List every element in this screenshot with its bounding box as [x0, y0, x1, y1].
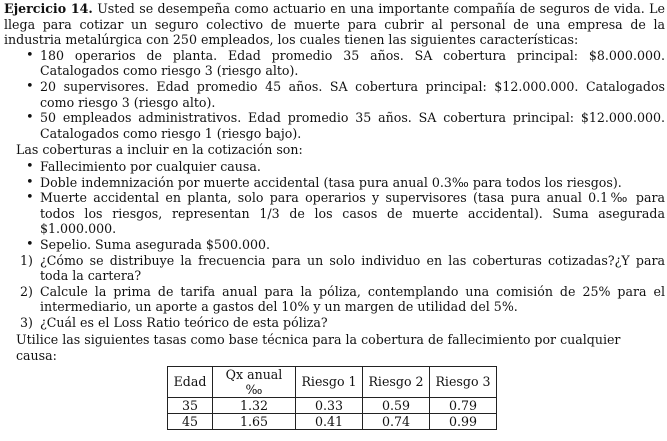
header-riesgo-2: Riesgo 2: [363, 366, 430, 397]
question-text: ¿Cómo se distribuye la frecuencia para un solo individuo en las coberturas cotizadas?¿Y para toda la cartera?: [40, 252, 665, 284]
question-number: 2): [20, 283, 33, 299]
questions-list: [4, 253, 665, 331]
employee-group-item: • 20 supervisores. Edad promedio 45 años. SA cobertura principal: $12.000.000. Catalogados como riesgo 3 (riesgo alto).: [40, 79, 665, 110]
cell-riesgo-1: 0.41: [296, 413, 363, 429]
cell-riesgo-1: 0.33: [296, 397, 363, 413]
employee-groups-list: [4, 48, 665, 142]
coverage-item: • Muerte accidental en planta, solo para operarios y supervisores (tasa pura anual 0.1‰ para todos los riesgos, representan 1/3 de los casos de muerte accidental). Suma asegurada $1.000.000.: [40, 190, 665, 237]
exercise-title: Ejercicio 14.: [4, 1, 93, 16]
table-row: [168, 413, 497, 429]
coverages-list: [4, 159, 665, 253]
exercise-intro: [4, 1, 665, 48]
exercise-page: [4, 1, 665, 430]
table-intro: Utilice las siguientes tasas como base técnica para la cobertura de fallecimiento por cualquier causa:: [16, 332, 621, 364]
cell-riesgo-3: 0.99: [430, 413, 497, 429]
cell-riesgo-2: 0.74: [363, 413, 430, 429]
cell-qx: 1.32: [213, 397, 296, 413]
question-text: ¿Cuál es el Loss Ratio teórico de esta póliza?: [40, 314, 328, 330]
question-item: [20, 252, 665, 284]
table-row: [168, 397, 497, 413]
header-qx-anual: Qx anual ‰: [213, 366, 296, 397]
coverage-item: • Doble indemnización por muerte accidental (tasa pura anual 0.3‰ para todos los riesgos).: [40, 175, 665, 191]
employee-group-item: • 180 operarios de planta. Edad promedio 35 años. SA cobertura principal: $8.000.000. Catalogados como riesgo 3 (riesgo alto).: [40, 48, 665, 79]
mortality-rates-table: [167, 366, 497, 430]
cell-edad: 45: [168, 413, 213, 429]
question-item: [20, 314, 665, 331]
cell-edad: 35: [168, 397, 213, 413]
question-item: [20, 283, 665, 315]
question-number: 1): [20, 252, 33, 268]
question-text: Calcule la prima de tarifa anual para la póliza, contemplando una comisión de 25% para el intermediario, un aporte a gastos del 10% y un margen de utilidad del 5%.: [40, 283, 665, 315]
header-edad: Edad: [168, 366, 213, 397]
coverage-item: • Fallecimiento por cualquier causa.: [40, 159, 665, 175]
header-riesgo-1: Riesgo 1: [296, 366, 363, 397]
employee-group-item: • 50 empleados administrativos. Edad promedio 35 años. SA cobertura principal: $12.000.000. Catalogados como riesgo 1 (riesgo bajo).: [40, 110, 665, 141]
coverages-intro: Las coberturas a incluir en la cotización son:: [16, 142, 303, 158]
exercise-intro-text: Usted se desempeña como actuario en una importante compañía de seguros de vida. Le llega para cotizar un seguro colectivo de muerte para cubrir al personal de una empresa de la industria metalúrgica con 250 empleados, los cuales tienen las siguientes características:: [4, 1, 665, 48]
coverage-item: • Sepelio. Suma asegurada $500.000.: [40, 237, 665, 253]
cell-riesgo-3: 0.79: [430, 397, 497, 413]
table-header-row: [168, 366, 497, 397]
header-riesgo-3: Riesgo 3: [430, 366, 497, 397]
cell-riesgo-2: 0.59: [363, 397, 430, 413]
question-number: 3): [20, 314, 33, 330]
cell-qx: 1.65: [213, 413, 296, 429]
